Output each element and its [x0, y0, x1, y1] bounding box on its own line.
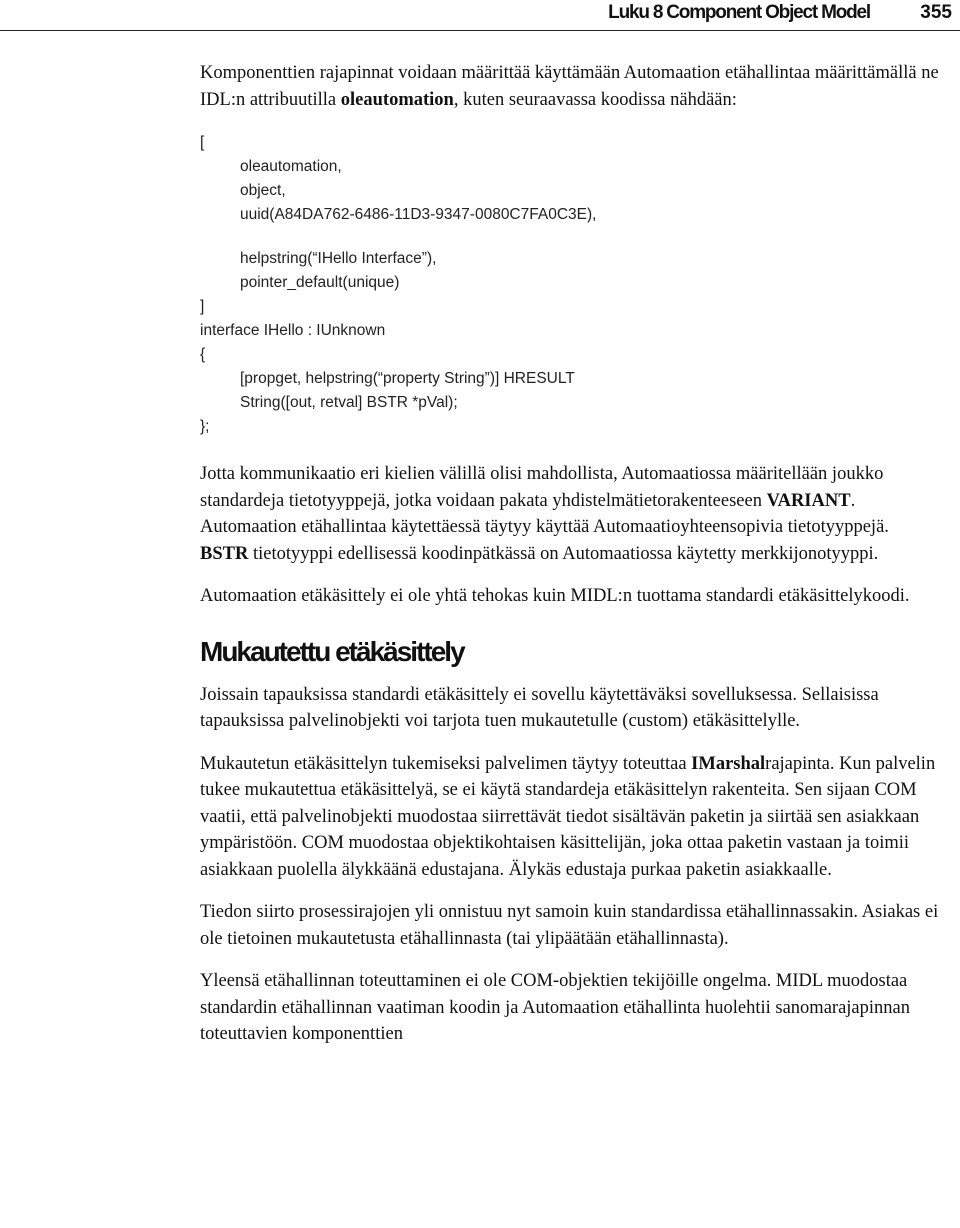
custom-paragraph-1: Joissain tapauksissa standardi etäkäsittely ei sovellu käytettäväksi sovelluksessa. Sellaisissa tapauksissa palvelinobjekti voi tarjota tuen mukautetulle (custom) etäkäsittelylle. [200, 684, 879, 731]
code-line: object, [240, 182, 286, 199]
bstr-keyword: BSTR [200, 543, 249, 564]
efficiency-paragraph: Automaation etäkäsittely ei ole yhtä tehokas kuin MIDL:n tuottama standardi etäkäsittelykoodi. [200, 586, 910, 606]
custom-paragraph-4: Yleensä etähallinnan toteuttaminen ei ole COM-objektien tekijöille ongelma. MIDL muodostaa standardin etähallinnan vaatiman koodin ja Automaation etähallinta huolehtii sanomarajapinnan toteuttavien komponenttien [200, 971, 910, 1044]
code-line: ] [200, 298, 205, 315]
custom-paragraph-3: Tiedon siirto prosessirajojen yli onnistuu nyt samoin kuin standardissa etähallinnassakin. Asiakas ei ole tietoinen mukautetusta etähallinnasta (tai ylipäätään etähallinnasta). [200, 902, 939, 949]
oleautomation-keyword: oleautomation [340, 89, 454, 110]
imarshal-keyword: IMarshal [691, 753, 766, 774]
code-line: String([out, retval] BSTR *pVal); [240, 394, 458, 411]
page-content [200, 60, 940, 1048]
code-line: interface IHello : IUnknown [200, 322, 386, 339]
code-line: uuid(A84DA762-6486-11D3-9347-0080C7FA0C3E), [240, 206, 597, 223]
code-line: oleautomation, [240, 158, 342, 175]
page-header [0, 0, 960, 31]
code-line: helpstring(“IHello Interface”), [240, 250, 437, 267]
chapter-title: Luku 8 Component Object Model [608, 2, 870, 23]
code-line: }; [200, 418, 210, 435]
intro-paragraph: Komponenttien rajapinnat voidaan määrittää käyttämään Automaation etähallintaa määrittämällä ne IDL:n attribuutilla oleautomation, kuten seuraavassa koodissa nähdään: [200, 63, 939, 110]
custom-paragraph-2: Mukautetun etäkäsittelyn tukemiseksi palvelimen täytyy toteuttaa IMarshalrajapinta. Kun palvelin tukee mukautettua etäkäsittelyä, se ei käytä standardeja etäkäsittelyn rakenteita. Sen sijaan COM vaatii, että palvelinobjekti muodostaa siirrettävät tiedot sisältävän paketin ja siirtää sen asiakkaan ympäristöön. COM muodostaa objektikohtaisen käsittelijän, joka ottaa paketin vastaan ja toimii asiakkaan puolella älykkäänä edustajana. Älykäs edustaja purkaa paketin asiakkaalle. [200, 753, 936, 880]
variant-paragraph: Jotta kommunikaatio eri kielien välillä olisi mahdollista, Automaatiossa määritellään joukko standardeja tietotyyppejä, jotka voidaan pakata yhdistelmätietorakenteeseen VARIANT. Automaation etähallintaa käytettäessä täytyy käyttää Automaatioyhteensopivia tietotyyppejä. BSTR tietotyyppi edellisessä koodinpätkässä on Automaatiossa käytetty merkkijonotyyppi. [200, 464, 889, 564]
variant-keyword: VARIANT [766, 490, 851, 511]
section-heading: Mukautettu etäkäsittely [200, 635, 464, 667]
code-line: { [200, 346, 206, 363]
code-line: [propget, helpstring(“property String”)] HRESULT [240, 370, 575, 387]
code-line: [ [200, 134, 205, 151]
page-number: 355 [920, 2, 952, 23]
idl-code-block [200, 131, 940, 439]
code-line: pointer_default(unique) [240, 274, 400, 291]
